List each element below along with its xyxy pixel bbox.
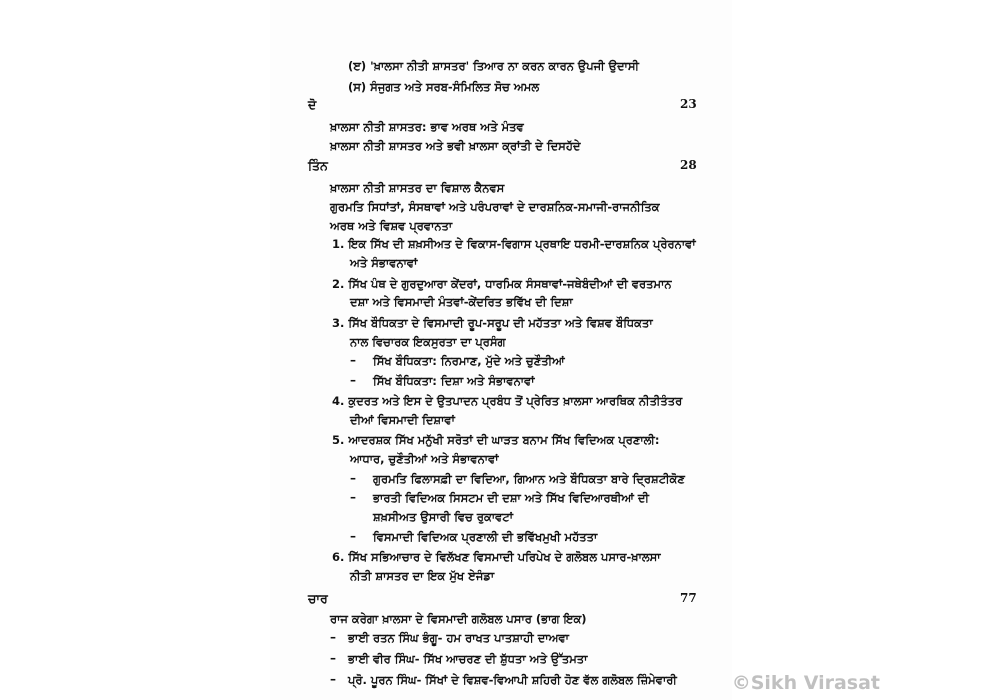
item-2-line1: 2. ਸਿੱਖ ਪੰਥ ਦੇ ਗੁਰਦੁਆਰਾ ਕੇਂਦਰਾਂ, ਧਾਰਮਿਕ ਸੰਸਥਾਵਾਂ-ਜਥੇਬੰਦੀਆਂ ਦੀ ਵਰਤਮਾਨ xyxy=(332,277,672,291)
item-3-line2: ਨਾਲ ਵਿਚਾਰਕ ਇਕਸੁਰਤਾ ਦਾ ਪ੍ਰਸੰਗ xyxy=(350,335,506,349)
item-6-line1: 6. ਸਿੱਖ ਸਭਿਆਚਾਰ ਦੇ ਵਿਲੱਖਣ ਵਿਸਮਾਦੀ ਪਰਿਪੇਖ ਦੇ ਗਲੋਬਲ ਪਸਾਰ-ਖ਼ਾਲਸਾ xyxy=(332,550,661,564)
document-page xyxy=(270,0,732,700)
dash-marker: – xyxy=(350,373,356,387)
dash-marker: – xyxy=(350,471,356,485)
item-4-line1: 4. ਕੁਦਰਤ ਅਤੇ ਇਸ ਦੇ ਉਤਪਾਦਨ ਪ੍ਰਬੰਧ ਤੋਂ ਪ੍ਰੇਰਿਤ ਖ਼ਾਲਸਾ ਆਰਥਿਕ ਨੀਤੀਤੰਤਰ xyxy=(332,394,683,408)
dash-marker: – xyxy=(330,672,336,686)
dash-marker: – xyxy=(330,651,336,665)
chapter-four-page: 77 xyxy=(680,591,697,605)
item-3-line1: 3. ਸਿੱਖ ਬੌਧਿਕਤਾ ਦੇ ਵਿਸਮਾਦੀ ਰੂਪ-ਸਰੂਪ ਦੀ ਮਹੱਤਤਾ ਅਤੇ ਵਿਸ਼ਵ ਬੌਧਿਕਤਾ xyxy=(332,316,653,330)
item-5-sub2-line1: ਭਾਰਤੀ ਵਿਦਿਅਕ ਸਿਸਟਮ ਦੀ ਦਸ਼ਾ ਅਤੇ ਸਿੱਖ ਵਿਦਿਆਰਥੀਆਂ ਦੀ xyxy=(373,491,649,505)
chapter-four-entry2: ਭਾਈ ਵੀਰ ਸਿੰਘ- ਸਿੱਖ ਆਚਰਣ ਦੀ ਸ਼ੁੱਧਤਾ ਅਤੇ ਉੱਤਮਤਾ xyxy=(348,652,588,666)
chapter-three-line3: ਅਰਥ ਅਤੇ ਵਿਸ਼ਵ ਪ੍ਰਵਾਨਤਾ xyxy=(330,219,453,233)
chapter-two-line1: ਖ਼ਾਲਸਾ ਨੀਤੀ ਸ਼ਾਸਤਰ: ਭਾਵ ਅਰਥ ਅਤੇ ਮੰਤਵ xyxy=(330,120,524,134)
chapter-three-page: 28 xyxy=(680,158,697,172)
item-5-line2: ਆਧਾਰ, ਚੁਣੌਤੀਆਂ ਅਤੇ ਸੰਭਾਵਨਾਵਾਂ xyxy=(350,452,499,466)
item-5-line1: 5. ਆਦਰਸ਼ਕ ਸਿੱਖ ਮਨੁੱਖੀ ਸਰੋਤਾਂ ਦੀ ਘਾੜਤ ਬਨਾਮ ਸਿੱਖ ਵਿਦਿਅਕ ਪ੍ਰਣਾਲੀ: xyxy=(332,433,660,447)
chapter-two-line2: ਖ਼ਾਲਸਾ ਨੀਤੀ ਸ਼ਾਸਤਰ ਅਤੇ ਭਵੀ ਖ਼ਾਲਸਾ ਕ੍ਰਾਂਤੀ ਦੇ ਦਿਸਹੱਦੇ xyxy=(330,139,581,153)
item-5-sub2-line2: ਸ਼ਖ਼ਸੀਅਤ ਉਸਾਰੀ ਵਿਚ ਰੁਕਾਵਟਾਂ xyxy=(373,510,513,524)
chapter-four-line1: ਰਾਜ ਕਰੇਗਾ ਖ਼ਾਲਸਾ ਦੇ ਵਿਸਮਾਦੀ ਗਲੋਬਲ ਪਸਾਰ (ਭਾਗ ਇਕ) xyxy=(330,612,587,626)
dash-marker: – xyxy=(350,353,356,367)
item-4-line2: ਦੀਆਂ ਵਿਸਮਾਦੀ ਦਿਸ਼ਾਵਾਂ xyxy=(350,413,455,427)
watermark-text: ©Sikh Virasat xyxy=(731,672,880,694)
dash-marker: – xyxy=(350,490,356,504)
chapter-four-title: ਚਾਰ xyxy=(308,591,328,606)
item-3-sub1: ਸਿੱਖ ਬੌਧਿਕਤਾ: ਨਿਰਮਾਣ, ਮੁੱਦੇ ਅਤੇ ਚੁਣੌਤੀਆਂ xyxy=(373,354,565,368)
section-s: (ਸ) ਸੰਜੁਗਤ ਅਤੇ ਸਰਬ-ਸੰਮਿਲਿਤ ਸੋਚ ਅਮਲ xyxy=(348,80,540,94)
dash-marker: – xyxy=(350,529,356,543)
chapter-three-line2: ਗੁਰਮਤਿ ਸਿਧਾਂਤਾਂ, ਸੰਸਥਾਵਾਂ ਅਤੇ ਪਰੰਪਰਾਵਾਂ ਦੇ ਦਾਰਸ਼ਨਿਕ-ਸਮਾਜੀ-ਰਾਜਨੀਤਿਕ xyxy=(330,200,660,214)
chapter-two-title: ਦੋ xyxy=(308,97,317,112)
item-3-sub2: ਸਿੱਖ ਬੌਧਿਕਤਾ: ਦਿਸ਼ਾ ਅਤੇ ਸੰਭਾਵਨਾਵਾਂ xyxy=(373,374,535,388)
item-2-line2: ਦਸ਼ਾ ਅਤੇ ਵਿਸਮਾਦੀ ਮੰਤਵਾਂ-ਕੇਂਦਰਿਤ ਭਵਿੱਖ ਦੀ ਦਿਸ਼ਾ xyxy=(350,295,573,309)
chapter-two-page: 23 xyxy=(680,97,697,111)
chapter-three-line1: ਖ਼ਾਲਸਾ ਨੀਤੀ ਸ਼ਾਸਤਰ ਦਾ ਵਿਸ਼ਾਲ ਕੈਨਵਸ xyxy=(330,181,505,195)
chapter-four-entry1: ਭਾਈ ਰਤਨ ਸਿੰਘ ਭੰਗੂ- ਹਮ ਰਾਖਤ ਪਾਤਸ਼ਾਹੀ ਦਾਅਵਾ xyxy=(348,631,569,645)
dash-marker: – xyxy=(330,630,336,644)
chapter-three-title: ਤਿੰਨ xyxy=(308,158,328,173)
item-5-sub1: ਗੁਰਮਤਿ ਫਿਲਾਸਫ਼ੀ ਦਾ ਵਿਦਿਆ, ਗਿਆਨ ਅਤੇ ਬੌਧਿਕਤਾ ਬਾਰੇ ਦ੍ਰਿਸ਼ਟੀਕੋਣ xyxy=(373,472,685,486)
item-1-line2: ਅਤੇ ਸੰਭਾਵਨਾਵਾਂ xyxy=(350,256,418,270)
item-6-line2: ਨੀਤੀ ਸ਼ਾਸਤਰ ਦਾ ਇਕ ਮੁੱਖ ਏਜੰਡਾ xyxy=(350,569,495,583)
section-e: (ੲ) 'ਖ਼ਾਲਸਾ ਨੀਤੀ ਸ਼ਾਸਤਰ' ਤਿਆਰ ਨਾ ਕਰਨ ਕਾਰਨ ਉਪਜੀ ਉਦਾਸੀ xyxy=(348,59,639,73)
item-5-sub3: ਵਿਸਮਾਦੀ ਵਿਦਿਅਕ ਪ੍ਰਣਾਲੀ ਦੀ ਭਵਿੱਖਮੁਖੀ ਮਹੱਤਤਾ xyxy=(373,530,598,544)
item-1-line1: 1. ਇਕ ਸਿੱਖ ਦੀ ਸ਼ਖ਼ਸੀਅਤ ਦੇ ਵਿਕਾਸ-ਵਿਗਾਸ ਪ੍ਰਥਾਇ ਧਰਮੀ-ਦਾਰਸ਼ਨਿਕ ਪ੍ਰੇਰਨਾਵਾਂ xyxy=(332,237,696,251)
chapter-four-entry3: ਪ੍ਰੋ. ਪੂਰਨ ਸਿੰਘ- ਸਿੱਖਾਂ ਦੇ ਵਿਸ਼ਵ-ਵਿਆਪੀ ਸ਼ਹਿਰੀ ਹੋਣ ਵੱਲ ਗਲੋਬਲ ਜ਼ਿੰਮੇਵਾਰੀ xyxy=(348,673,677,687)
